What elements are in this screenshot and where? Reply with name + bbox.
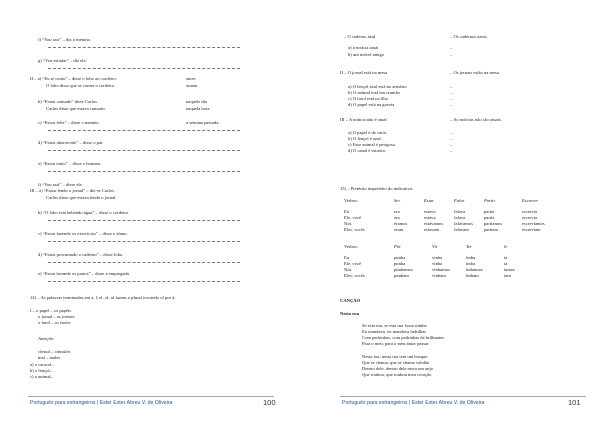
answer-line [48,130,240,131]
exercise-item: d) “Estou procurando o caderno” – disse João. [38,252,124,257]
question-15: 15) – Pretérito imperfeito do indicativo: [340,186,414,191]
answer-line [48,171,240,172]
conjugation-cell: estava [424,215,436,220]
exercise-item: c) O farol está na ilha [348,96,388,101]
verb-header: Partir [484,198,496,203]
exercise-item: e) “Estou lavando os pratos” – disse a empregada. [38,271,130,276]
verb-header: Ter [466,244,472,249]
section-title: III – A notícia não é atual [340,117,387,122]
time-word: naquela hora [186,106,210,111]
answer-line [48,68,240,69]
conjugation-cell: partia [484,209,495,214]
conjugation-cell: tinha [466,261,476,266]
time-word: ontem [186,83,198,88]
conjugation-cell: partíamos [484,221,503,226]
exercise-item: b) O animal está em reunião [348,90,400,95]
footer-rule [340,396,586,397]
answer-line [48,281,240,282]
verb-header: Escrever [522,198,539,203]
exercise-item: c) o animal– [30,374,53,379]
exercise-item: d) O papel está na gaveta [348,102,395,107]
conjugation-cell: éramos [394,221,408,226]
conjugation-cell: escrevia [522,215,538,220]
conjugation-cell: tinham [466,273,479,278]
exercise-answer: – [450,45,453,50]
right-page: – O caderno azul – Os cadernos azuis. a) a notícia atual – b) um móvel antigo – II – O jornal está na mesa – Os jornais estão na mesa. a) O lençol azul está no armário – b) O animal está em reunião – c) O farol está na ilha – d) O papel está na gaveta – III – A notícia não é atual – As notícias não são atuais. a) O papel é de carta. – b) O lençol é azul. – c) Esse animal é perigoso. – d) O canal é estreito. – 15) – Pretérito imperfeito do indicativo: Verbos: Ser Estar Falar Partir Escrever Eu era estava falava partia escrevia Ele, você era estava falava partia escrevia Nós éramos estávamos falávamos partíamos escrevíamos Eles, vocês eram estavam falavam partiam escreviam Verbos: Pôr Vir Ter Ir Eu punha vinha tinha ia Ele, você punha vinha tinha ia Nós púnhamos vínhamos tínhamos íamos Eles, vocês punham vinham tinham iam CANÇÃO Nesta rua Se esta rua, se esta rua fosse minha Eu mandava, eu mandava ladrilhar Com pedrinhas, com pedrinhas de brilhantes Para o meu, para o meu amor passar. Nesta rua, nesta rua tem um bosque Que se chama, que se chama solidão Dentro dele, dentro dele mora um anjo Que roubou, que roubou meu coração Português para estrangeiros | Ester Ester Abreu V. de Oliveira 101 [300,0,600,424]
conjugation-cell: vinha [432,261,443,266]
conjugation-cell: iam [504,273,511,278]
exercise-item: b) “O lobo está bebendo água” – disse o cordeiro. [38,210,130,215]
conjugation-cell: ia [504,255,508,260]
conjugation-cell: ia [504,261,508,266]
exercise-item: II – a) “Eu te conto” – disse o lobo ao cordeiro. [30,76,117,81]
song-line: Eu mandava, eu mandava ladrilhar [362,329,426,334]
verb-table-label: Verbos: [344,244,359,249]
exercise-item: c) Esse animal é perigoso. [348,142,397,147]
song-title: Nesta rua [340,311,360,316]
conjugation-cell: vinham [432,273,446,278]
pronoun-cell: Ele, você [344,261,362,266]
song-line: Que roubou, que roubou meu coração [362,372,432,377]
exercise-item: b) O lençol é azul. [348,136,382,141]
conjugation-cell: estavam [424,227,440,232]
page-number: 100 [263,398,276,407]
conjugation-cell: punha [394,255,406,260]
song-line: Com pedrinhas, com pedrinhas de brilhantes [362,335,444,340]
conjugation-cell: eram [394,227,404,232]
verb-header: Falar [454,198,465,203]
conjugation-cell: estávamos [424,221,444,226]
conjugation-cell: era [394,209,400,214]
section-title: II – O jornal está na mesa [340,70,388,75]
exercise-item: b) um móvel antigo [348,52,385,57]
conjugation-cell: púnhamos [394,267,413,272]
answer-line [48,220,240,221]
pronoun-cell: Eles, vocês [344,273,365,278]
pronoun-cell: Ele, você [344,215,362,220]
plural-example: o jornal – os jornais [38,314,75,319]
conjugation-cell: íamos [504,267,515,272]
exercise-item: e) “Estou tonto” – disse o homem. [38,161,102,166]
conjugation-cell: tínhamos [466,267,483,272]
song-section-title: CANÇÃO [340,298,361,303]
exercise-item: f) “Vou sair” – disse ele. [38,182,83,187]
question-14: 14) – As palavras terminadas em a, l, el, ol, ul fazem o plural trocando ol por á. [30,295,176,300]
exercise-item: a) a notícia atual [348,45,379,50]
song-line: Que se chama, que se chama solidão [362,360,430,365]
answer-line [48,262,240,263]
song-line: Dentro dele, dentro dele mora um anjo [362,366,434,371]
conjugation-cell: partiam [484,227,499,232]
conjugation-cell: falava [454,215,466,220]
exercise-item: a) O lençol azul está no armário [348,84,407,89]
plural-example: cônsul – cônsules [38,349,71,354]
exercise-item: f) “Vou sair” – diz o menino. [38,37,92,42]
pronoun-cell: Eles, vocês [344,227,365,232]
conjugation-cell: escrevíamos [522,221,545,226]
pronoun-cell: Nós [344,267,352,272]
exercise-answer: Carlos disse que estava lendo o jornal. [46,195,117,200]
exercise-item: III – a) “Estou lendo o jornal” – diz-se Carlos. [30,188,115,193]
exercise-item: a) O papel é de carta. [348,130,388,135]
exercise-item: b) o lençol– [30,368,52,373]
conjugation-cell: falávamos [454,221,473,226]
footer-rule [28,396,274,397]
verb-header: Ser [394,198,401,203]
answer-line [48,47,240,48]
plural-example: I – o papel – os papéis [30,308,72,313]
exercise-item: d) O canal é estreito. [348,148,387,153]
conjugation-cell: falavam [454,227,469,232]
conjugation-cell: falava [454,209,466,214]
conjugation-cell: punha [394,261,406,266]
pronoun-cell: Eu [344,209,350,214]
exercise-item: – O caderno azul [344,34,376,39]
exercise-item: b) “Estou cansado” disse Carlos. [38,99,99,104]
section-answer: – As notícias não são atuais. [450,117,502,122]
verb-header: Vir [432,244,438,249]
answer-line [48,241,240,242]
pronoun-cell: Nós [344,221,352,226]
verb-table-label: Verbos: [344,198,359,203]
exercise-answer: – Os cadernos azuis. [450,34,488,39]
song-line: Se esta rua, se esta rua fosse minha [362,323,427,328]
plural-example: o farol – os faróis [38,320,71,325]
section-answer: – Os jornais estão na mesa. [450,70,501,75]
conjugation-cell: vinha [432,255,443,260]
exercise-answer: Carlos disse que estava cansado. [46,106,106,111]
time-word: antes [186,76,196,81]
exercise-item: d) “Estou aborrecido” – disse o pai. [38,140,104,145]
time-word: naquele dia [186,99,208,104]
pronoun-cell: Eu [344,255,350,260]
exercise-item: c) “Estou feliz” – disse o menino. [38,120,100,125]
song-line: Para o meu, para o meu amor passar. [362,341,430,346]
time-word: a semana passada. [186,120,220,125]
attention-label: Atenção: [38,336,55,341]
verb-header: Ir [504,244,508,249]
conjugation-cell: escreviam [522,227,541,232]
exercise-item: g) “Vou estudar” – diz ela. [38,58,87,63]
verb-header: Pôr [394,244,401,249]
exercise-answer: – [450,52,453,57]
plural-example: mal – males [38,355,61,360]
conjugation-cell: punham [394,273,409,278]
exercise-answer: O lobo disse que se comer o cordeiro. [46,83,116,88]
page-number: 101 [568,398,581,407]
exercise-item: c) “Estou fazendo os exercícios” – disse o aluno. [38,231,128,236]
conjugation-cell: estava [424,209,436,214]
footer-text: Português para estrangeiros | Ester Ester Abreu V. de Oliveira [30,400,173,406]
verb-header: Estar [424,198,434,203]
song-line: Nesta rua, nesta rua tem um bosque [362,354,428,359]
conjugation-cell: partia [484,215,495,220]
exercise-item: a) o caracol– [30,362,54,367]
conjugation-cell: vínhamos [432,267,450,272]
footer-text: Português para estrangeiros | Ester Ester Abreu V. de Oliveira [342,400,485,406]
answer-line [48,150,240,151]
conjugation-cell: era [394,215,400,220]
conjugation-cell: escrevia [522,209,538,214]
conjugation-cell: tinha [466,255,476,260]
